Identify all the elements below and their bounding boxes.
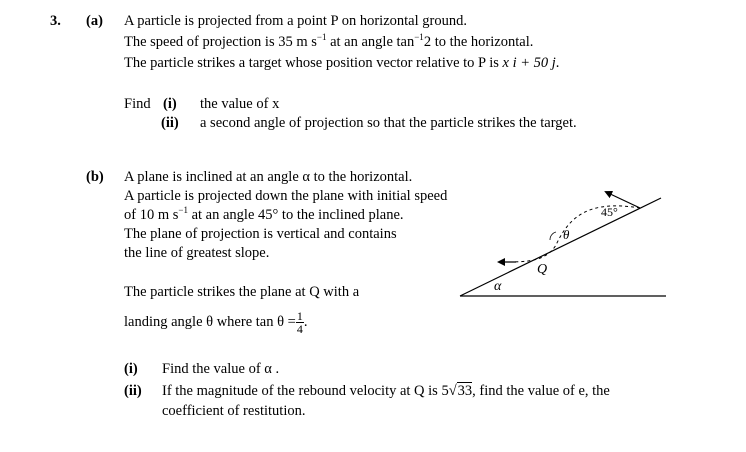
part-b-line5: the line of greatest slope. [124,245,270,261]
part-a-ii-label: (ii) [161,115,179,131]
part-a-i-text: the value of x [200,96,280,112]
inclined-plane-line [460,198,661,296]
part-b-i-label: (i) [124,361,138,377]
theta-arc [550,232,556,240]
part-b-ii-label: (ii) [124,383,142,399]
alpha-label: α [494,279,502,294]
part-b-line4: The plane of projection is vertical and contains [124,226,397,242]
part-a-label: (a) [86,13,103,29]
part-a-ii-text: a second angle of projection so that the particle strikes the target. [200,115,577,131]
part-b-ii-text: If the magnitude of the rebound velocity at Q is 5√33, find the value of e, the [162,383,610,399]
q-label: Q [537,262,548,277]
theta-label: θ [563,227,570,242]
part-b-i-text: Find the value of α . [162,361,280,377]
question-number: 3. [50,13,61,29]
part-a-line1: A particle is projected from a point P on horizontal ground. [124,13,467,29]
angle-45-label: 45° [601,205,618,219]
part-b-line7: landing angle θ where tan θ = $\frac{1}{4}$ . [124,309,308,337]
trajectory-path [504,206,640,262]
part-a-line3: The particle strikes a target whose position vector relative to P is x i + 50 j. [124,55,560,71]
part-b-line6: The particle strikes the plane at Q with a [124,284,360,300]
part-a-find-label: Find [124,96,151,112]
part-a-line2: The speed of projection is 35 m $s^{-1}$ at an angle $\tan^{-1}2$ to the horizontal. [124,32,534,50]
fraction: $\frac{1}{4}$ [296,309,303,337]
part-a-i-label: (i) [163,96,177,112]
part-b-line3: of 10 m $s^{-1}$ at an angle 45° to the inclined plane. [124,205,404,223]
part-b-line2: A particle is projected down the plane with initial speed [124,188,448,204]
part-b-line1: A plane is inclined at an angle α to the horizontal. [124,169,413,185]
part-b-label: (b) [86,169,104,185]
part-b-ii-line2: coefficient of restitution. [162,403,306,419]
